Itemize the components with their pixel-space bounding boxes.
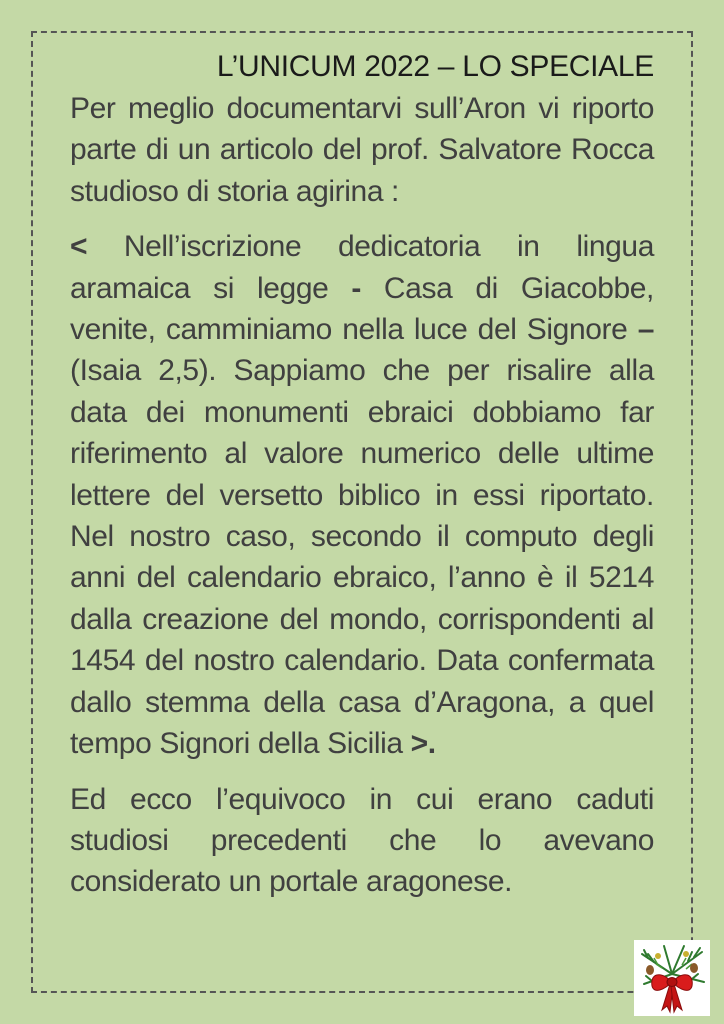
article-body [70,88,654,917]
quote-close-mark: >. [410,727,436,761]
quote-text-part3: (Isaia 2,5). Sappiamo che per risalire alla data dei monumenti ebraici dobbiamo far riferimento al valore numerico delle ultime lettere del versetto biblico in essi riportato. Nel nostro caso, secondo il computo degli anni del calendario ebraico, l’anno è il 5214 dalla creazione del mondo, corrispondenti al 1454 del nostro calendario. Data confermata dallo stemma della casa d’Aragona, a quel tempo Signori della Sicilia [70,354,654,761]
quote-dash-1: - [351,271,361,305]
conclusion-paragraph: Ed ecco l’equivoco in cui erano caduti studiosi precedenti che lo avevano considerato un portale aragonese. [70,782,654,899]
intro-paragraph: Per meglio documentarvi sull’Aron vi riporto parte di un articolo del prof. Salvatore Rocca studioso di storia agirina : [70,92,654,208]
quote-text-part2: Casa di Giacobbe, venite, camminiamo nella luce del Signore [70,271,654,347]
quote-dash-2: – [637,313,654,347]
page-header: L’UNICUM 2022 – LO SPECIALE [216,50,654,83]
quote-open-mark: < [70,230,88,264]
quote-text-part1: Nell’iscrizione dedicatoria in lingua aramaica si legge [70,230,654,305]
quote-paragraph [70,226,654,764]
christmas-holly-bow-icon [634,940,710,1016]
